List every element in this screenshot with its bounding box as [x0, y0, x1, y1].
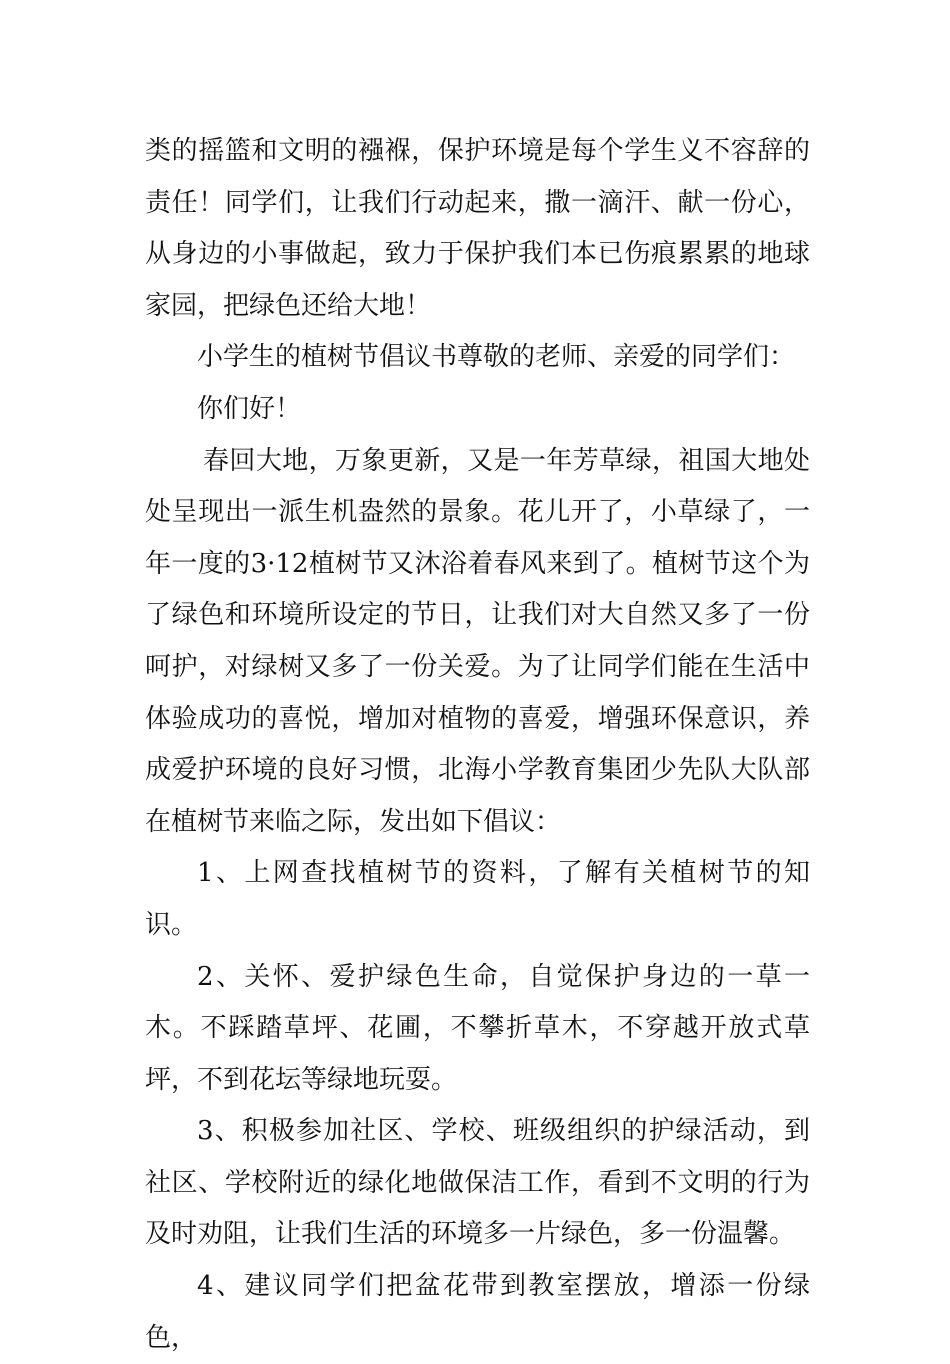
paragraph-salutation: 你们好！ — [197, 393, 302, 424]
paragraph-item-1: 1、上网查找植树节的资料，了解有关植树节的知识。 — [145, 858, 810, 940]
paragraph-item-2: 2、关怀、爱护绿色生命，自觉保护身边的一草一木。不踩踏草坪、花圃，不攀折草木，不穿越开放式草坪，不到花坛等绿地玩耍。 — [145, 961, 810, 1095]
paragraph-intro: 春回大地，万象更新，又是一年芳草绿，祖国大地处处呈现出一派生机盎然的景象。花儿开了，小草绿了，一年一度的3·12植树节又沐浴着春风来到了。植树节这个为了绿色和环境所设定的节日，让我们对大自然又多了一份呵护，对绿树又多了一份关爱。为了让同学们能在生活中体验成功的喜悦，增加对植物的喜爱，增强环保意识，养成爱护环境的良好习惯，北海小学教育集团少先队大队部在植树节来临之际，发出如下倡议： — [145, 445, 810, 837]
paragraph-title-greeting: 小学生的植树节倡议书尊敬的老师、亲爱的同学们： — [197, 342, 796, 373]
paragraph-item-4: 4、建议同学们把盆花带到教室摆放，增添一份绿色， — [145, 1271, 810, 1353]
paragraph-continuation: 类的摇篮和文明的襁褓，保护环境是每个学生义不容辞的责任！同学们，让我们行动起来，撒一滴汗、献一份心，从身边的小事做起，致力于保护我们本已伤痕累累的地球家园，把绿色还给大地！ — [145, 136, 810, 321]
document-body — [145, 126, 810, 1364]
paragraph-item-3: 3、积极参加社区、学校、班级组织的护绿活动，到社区、学校附近的绿化地做保洁工作，看到不文明的行为及时劝阻，让我们生活的环境多一片绿色，多一份温馨。 — [145, 1116, 810, 1250]
